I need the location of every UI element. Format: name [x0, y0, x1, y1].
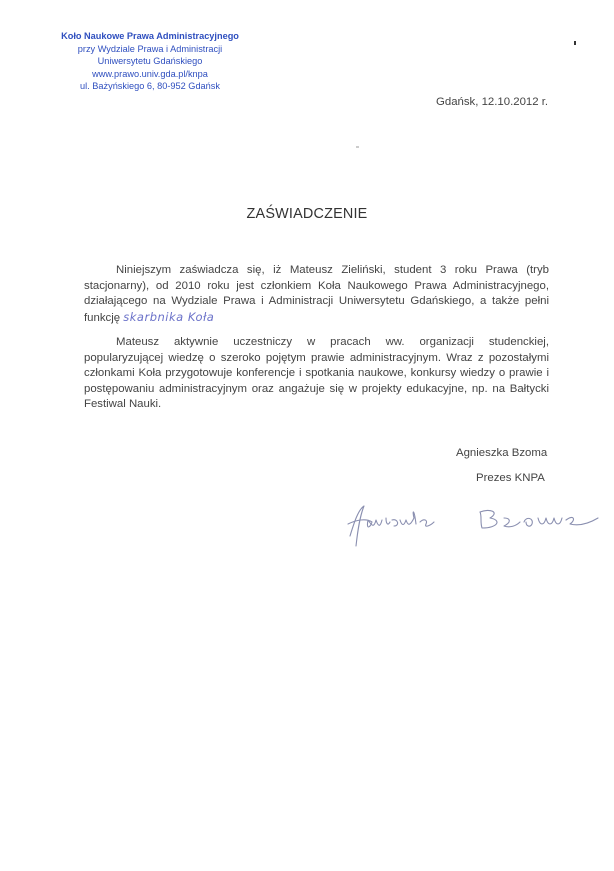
handwritten-signature [340, 498, 610, 553]
handwritten-function: skarbnika Koła [123, 309, 215, 324]
stamp-line: www.prawo.univ.gda.pl/knpa [92, 68, 208, 79]
signature-stroke-surname [480, 510, 598, 528]
paragraph-text: Niniejszym zaświadcza się, iż Mateusz Zieliński, student 3 roku Prawa (tryb stacjonarny), od 2010 roku jest członkiem Koła Naukowego Prawa Administracyjnego, działającego na Wydziale Prawa i Administracji Uniwersytetu Gdańskiego, a także pełni funkcję [84, 264, 549, 324]
signatory-role: Prezes KNPA [476, 472, 545, 484]
scan-speck [574, 41, 576, 45]
body-paragraph-2: Mateusz aktywnie uczestniczy w pracach ww. organizacji studenckiej, popularyzującej wiedzę o szeroko pojętym prawie administracyjnym. Wraz z pozostałymi członkami Koła przygotowuje konferencje i spotkania naukowe, konkursy wiedzy o prawie i postępowaniu administracyjnym oraz angażuje się w projekty edukacyjne, np. na Bałtycki Festiwal Nauki. [84, 336, 549, 411]
stamp-line: ul. Bażyńskiego 6, 80-952 Gdańsk [80, 81, 220, 92]
place-date: Gdańsk, 12.10.2012 r. [436, 96, 549, 108]
stamp-line: Koło Naukowe Prawa Administracyjnego [61, 31, 239, 41]
signatory-name: Agnieszka Bzoma [456, 447, 548, 459]
stamp-line: przy Wydziale Prawa i Administracji [77, 43, 223, 54]
organization-stamp [56, 30, 244, 93]
scan-speck [356, 146, 359, 148]
stamp-line: Uniwersytetu Gdańskiego [97, 56, 203, 67]
body-paragraph-1 [84, 263, 549, 326]
signature-stroke-first-name [348, 506, 434, 546]
document-title: ZAŚWIADCZENIE [246, 206, 368, 222]
